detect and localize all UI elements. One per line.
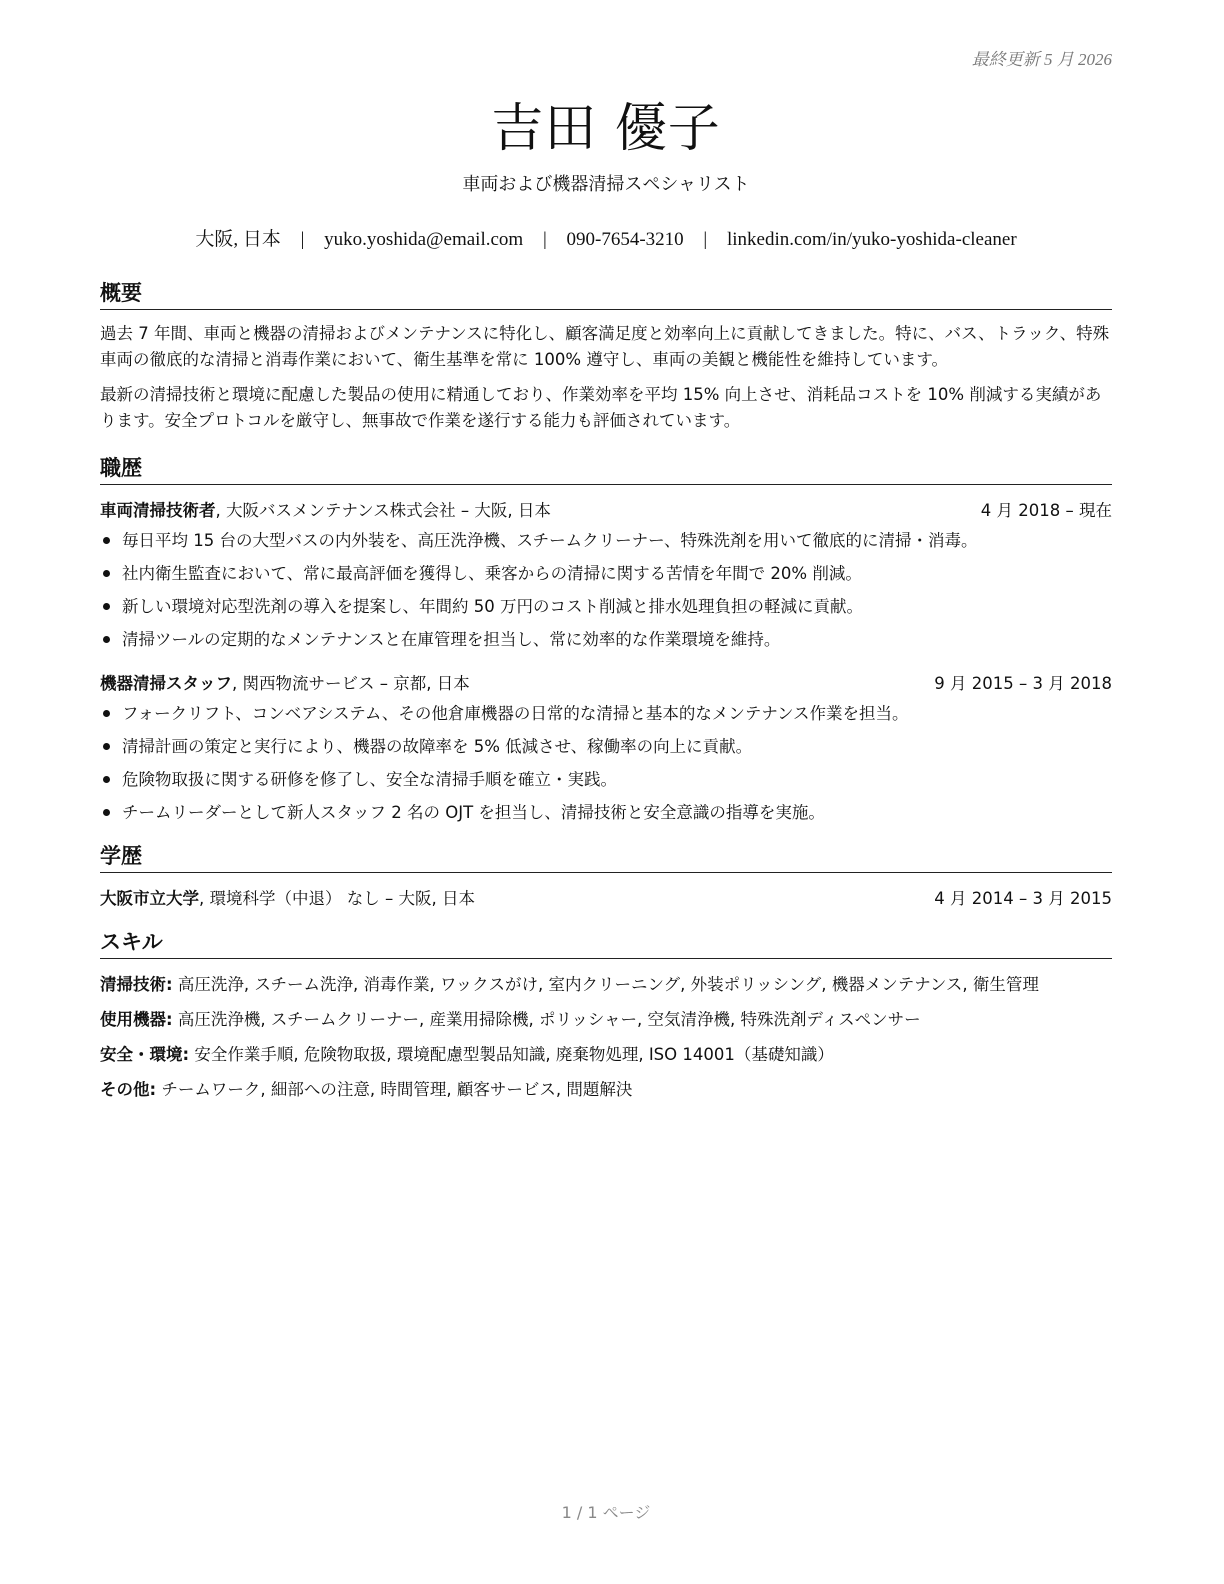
job-dates: 4 月 2018 – 現在 [980,501,1112,520]
job-role-org [100,671,470,697]
contact-email[interactable]: yuko.yoshida@email.com [324,229,524,250]
skill-line [100,1077,1112,1103]
contact-location: 大阪, 日本 [195,229,281,250]
skill-label: 清掃技術: [100,975,173,994]
contact-linkedin[interactable]: linkedin.com/in/yuko-yoshida-cleaner [726,229,1017,250]
job-bullets [100,701,1112,826]
bullet-text: 毎日平均 15 台の大型バスの内外装を、高圧洗浄機、スチームクリーナー、特殊洗剤を用いて徹底的に清掃・消毒。 [122,531,978,550]
contact-separator: | [542,229,547,250]
job-role: 車両清掃技術者 [100,501,216,520]
bullet-text: 清掃計画の策定と実行により、機器の故障率を 5% 低減させ、稼働率の向上に貢献。 [122,737,753,756]
list-item [100,594,1112,620]
skill-label: 安全・環境: [100,1045,190,1064]
education-school: 大阪市立大学 [100,889,199,908]
bullet-icon [103,570,110,577]
resume-content [100,277,1112,1112]
education-detail: , 環境科学（中退） なし – 大阪, 日本 [199,889,475,908]
resume-page [100,0,1112,1584]
job-bullets [100,528,1112,653]
skill-text: 高圧洗浄, スチーム洗浄, 消毒作業, ワックスがけ, 室内クリーニング, 外装ポリッシング, 機器メンテナンス, 衛生管理 [172,975,1039,994]
job-org: , 関西物流サービス – 京都, 日本 [232,674,470,693]
contact-line [100,224,1112,251]
list-item [100,767,1112,793]
bullet-text: 社内衛生監査において、常に最高評価を獲得し、乗客からの清掃に関する苦情を年間で 20% 削減。 [122,564,862,583]
bullet-icon [103,636,110,643]
skill-line [100,972,1112,998]
education-dates: 4 月 2014 – 3 月 2015 [934,889,1112,908]
education-school-detail [100,886,475,912]
list-item [100,561,1112,587]
job-entry [100,498,1112,653]
skill-label: その他: [100,1080,157,1099]
bullet-icon [103,809,110,816]
contact-separator: | [300,229,305,250]
bullet-text: 清掃ツールの定期的なメンテナンスと在庫管理を担当し、常に効率的な作業環境を維持。 [122,630,781,649]
bullet-text: 危険物取扱に関する研修を修了し、安全な清掃手順を確立・実践。 [122,770,617,789]
skills-list [100,972,1112,1103]
bullet-icon [103,710,110,717]
job-dates: 9 月 2015 – 3 月 2018 [934,674,1112,693]
list-item [100,800,1112,826]
bullet-text: チームリーダーとして新人スタッフ 2 名の OJT を担当し、清掃技術と安全意識の指導を実施。 [122,803,825,822]
summary-paragraph: 過去 7 年間、車両と機器の清掃およびメンテナンスに特化し、顧客満足度と効率向上に貢献してきました。特に、バス、トラック、特殊車両の徹底的な清掃と消毒作業において、衛生基準を常に 100% 遵守し、車両の美観と機能性を維持しています。 [100,324,1110,369]
job-entry [100,671,1112,826]
job-org: , 大阪バスメンテナンス株式会社 – 大阪, 日本 [215,501,551,520]
summary-heading: 概要 [100,277,1112,310]
list-item [100,528,1112,554]
last-updated: 最終更新 5 月 2026 [971,50,1112,69]
skill-text: チームワーク, 細部への注意, 時間管理, 顧客サービス, 問題解決 [156,1080,633,1099]
bullet-icon [103,603,110,610]
skills-heading: スキル [100,926,1112,959]
job-header [100,671,1112,697]
education-heading: 学歴 [100,840,1112,873]
contact-separator: | [703,229,708,250]
education-entry [100,886,1112,912]
list-item [100,734,1112,760]
skill-label: 使用機器: [100,1010,173,1029]
experience-heading: 職歴 [100,452,1112,485]
list-item [100,627,1112,653]
skill-text: 安全作業手順, 危険物取扱, 環境配慮型製品知識, 廃棄物処理, ISO 14001（基礎知識） [189,1045,834,1064]
job-role: 機器清掃スタッフ [100,674,232,693]
bullet-text: 新しい環境対応型洗剤の導入を提案し、年間約 50 万円のコスト削減と排水処理負担の軽減に貢献。 [122,597,863,616]
skill-line [100,1042,1112,1068]
skill-text: 高圧洗浄機, スチームクリーナー, 産業用掃除機, ポリッシャー, 空気清浄機, 特殊洗剤ディスペンサー [172,1010,921,1029]
job-title: 車両および機器清掃スペシャリスト [462,174,750,195]
candidate-name: 吉田 優子 [491,99,721,159]
skill-line [100,1007,1112,1033]
job-role-org [100,498,551,524]
bullet-text: フォークリフト、コンベアシステム、その他倉庫機器の日常的な清掃と基本的なメンテナンス作業を担当。 [122,704,909,723]
contact-phone: 090-7654-3210 [566,229,684,250]
bullet-icon [103,537,110,544]
bullet-icon [103,776,110,783]
summary-paragraph: 最新の清掃技術と環境に配慮した製品の使用に精通しており、作業効率を平均 15% 向上させ、消耗品コストを 10% 削減する実績があります。安全プロトコルを厳守し、無事故で作業を遂行する能力も評価されています。 [100,385,1102,430]
job-header [100,498,1112,524]
list-item [100,701,1112,727]
page-number: 1 / 1 ページ [561,1503,651,1522]
bullet-icon [103,743,110,750]
